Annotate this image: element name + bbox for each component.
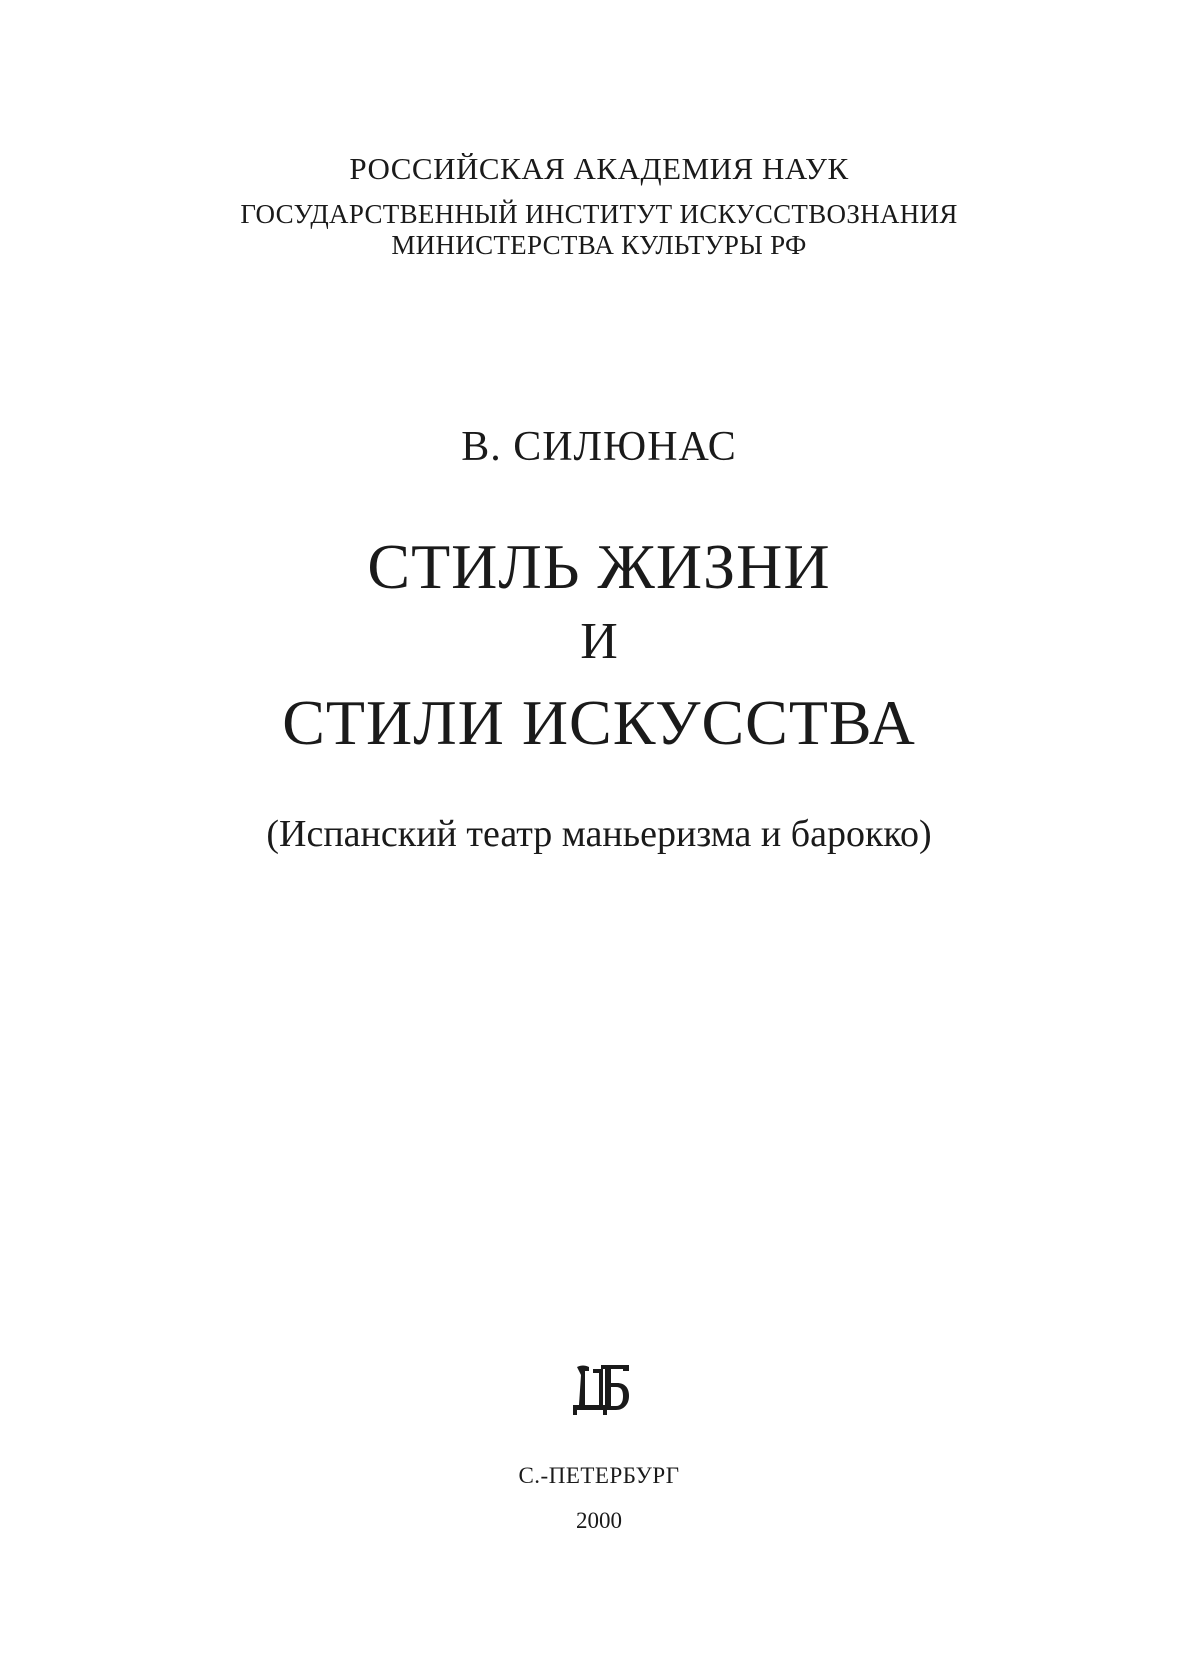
author-name: В. СИЛЮНАС: [461, 424, 737, 470]
institution-line-1: РОССИЙСКАЯ АКАДЕМИЯ НАУК: [349, 151, 849, 186]
publisher-city: С.-ПЕТЕРБУРГ: [518, 1463, 680, 1488]
subtitle: (Испанский театр маньеризма и барокко): [266, 813, 932, 855]
publication-year: 2000: [576, 1508, 622, 1533]
title-line-2: И: [580, 613, 618, 670]
institution-line-3: МИНИСТЕРСТВА КУЛЬТУРЫ РФ: [391, 230, 807, 260]
title-line-1: СТИЛЬ ЖИЗНИ: [367, 531, 831, 602]
title-line-3: СТИЛИ ИСКУССТВА: [282, 687, 916, 758]
publisher-logo-icon: [571, 1363, 631, 1419]
institution-line-2: ГОСУДАРСТВЕННЫЙ ИНСТИТУТ ИСКУССТВОЗНАНИЯ: [240, 199, 958, 229]
